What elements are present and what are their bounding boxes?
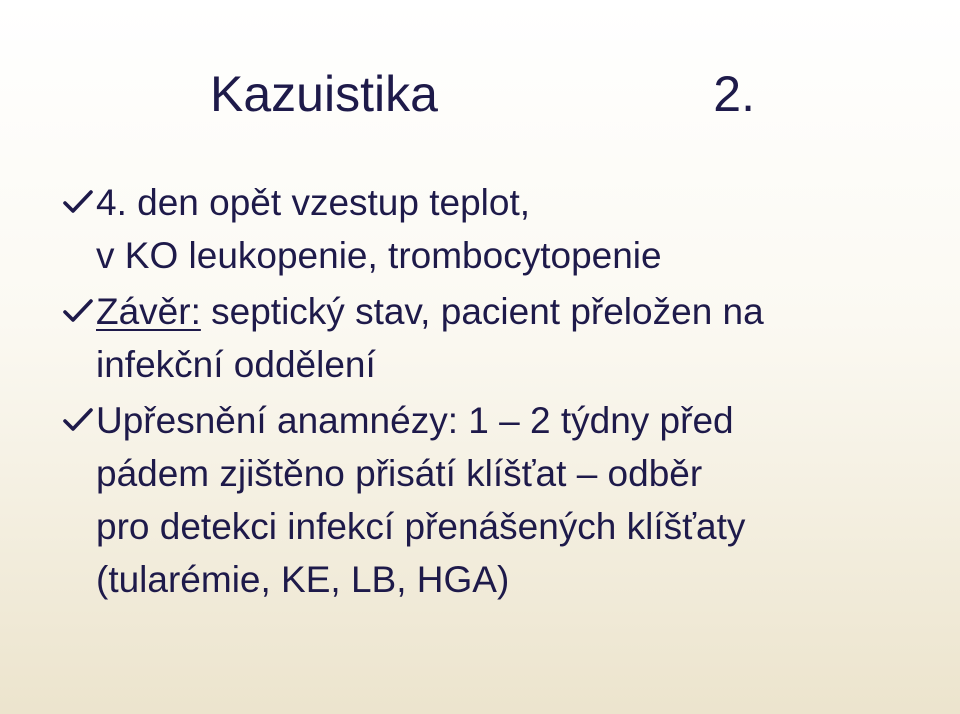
bullet-line: (tularémie, KE, LB, HGA) <box>96 559 510 600</box>
title-text: Kazuistika <box>210 66 438 122</box>
bullet-line: Upřesnění anamnézy: 1 – 2 týdny před <box>96 400 734 441</box>
bullet-line: pro detekci infekcí přenášených klíšťaty <box>96 506 746 547</box>
bullet-line-first <box>96 285 942 338</box>
title-number: 2. <box>713 66 755 122</box>
checkmark-icon <box>62 298 94 324</box>
conclusion-label: Závěr: <box>96 291 201 332</box>
bullet-line: 4. den opět vzestup teplot, <box>96 182 531 223</box>
bullet-item <box>62 285 942 391</box>
bullet-item <box>62 176 942 282</box>
bullet-item <box>62 394 942 606</box>
bullet-line-rest: septický stav, pacient přeložen na <box>200 291 764 332</box>
bullet-line: pádem zjištěno přisátí klíšťat – odběr <box>96 453 703 494</box>
bullet-line: infekční oddělení <box>96 344 376 385</box>
slide-title <box>210 54 755 134</box>
bullet-line: v KO leukopenie, trombocytopenie <box>96 235 662 276</box>
checkmark-icon <box>62 407 94 433</box>
bullet-list <box>62 176 942 606</box>
checkmark-icon <box>62 189 94 215</box>
